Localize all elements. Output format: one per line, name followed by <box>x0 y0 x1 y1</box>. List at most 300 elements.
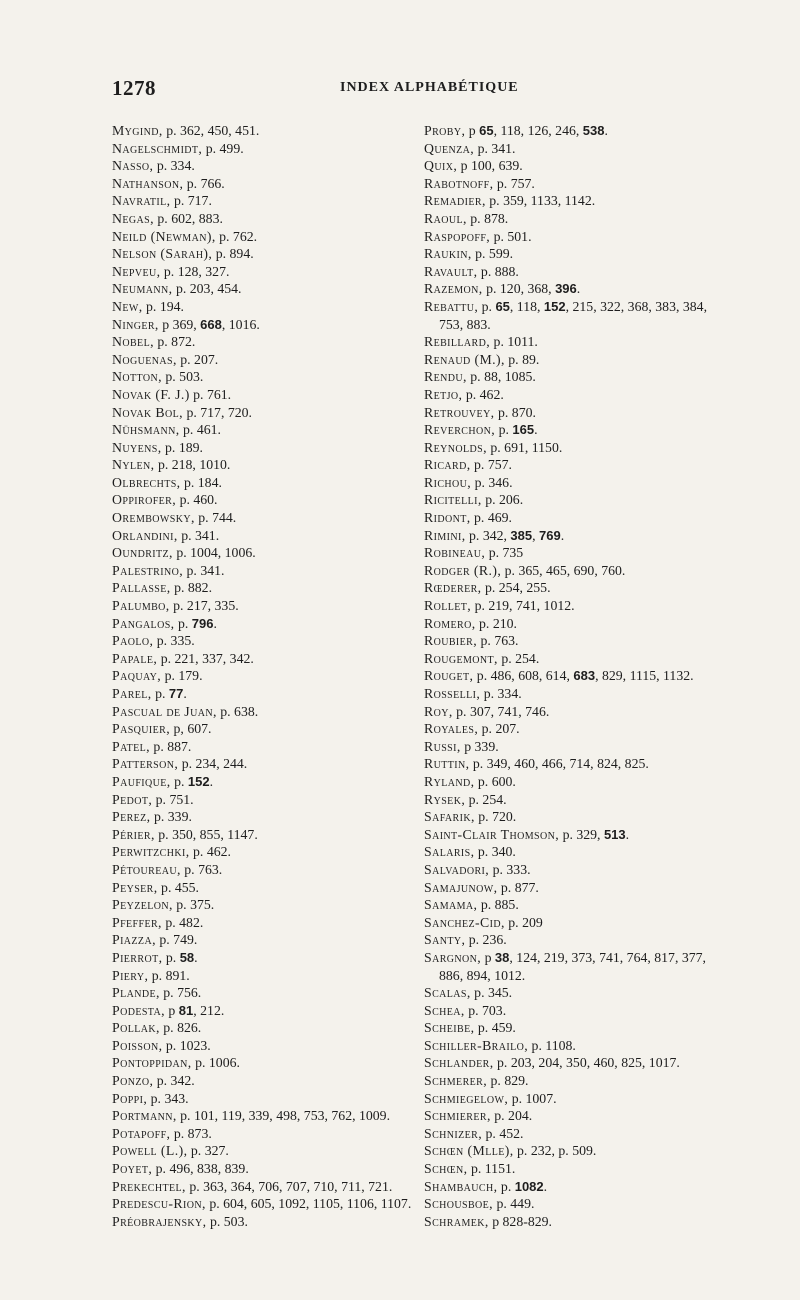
index-entry <box>424 808 724 826</box>
entry-page-refs: p. 482. <box>165 914 204 930</box>
entry-name: Rebattu, <box>424 298 479 314</box>
entry-page-refs: p. 894. <box>215 246 254 262</box>
entry-page-refs: p. 461. <box>183 422 221 438</box>
index-entry <box>424 720 724 738</box>
index-entry <box>112 157 412 175</box>
entry-page-refs: p. 206. <box>485 492 524 508</box>
entry-name: Sanchez-Cid, <box>424 914 505 930</box>
entry-page-refs: p. 761. <box>193 386 232 402</box>
entry-name: Paquay, <box>112 668 162 684</box>
entry-page-refs: p. 189. <box>165 439 203 455</box>
bold-page-ref: 396 <box>555 281 577 297</box>
index-entry <box>424 228 724 246</box>
index-entry <box>424 1107 724 1125</box>
entry-name: Schmiegelow, <box>424 1090 509 1106</box>
index-entry <box>424 632 724 650</box>
entry-name: Sargnon, <box>424 949 482 965</box>
entry-page-refs: p. 77. <box>155 686 187 701</box>
entry-page-refs: p. 341. <box>181 527 220 543</box>
entry-page-refs: p. 341. <box>186 562 225 578</box>
entry-name: Schea, <box>424 1002 465 1018</box>
entry-page-refs: p 100, 639. <box>460 158 523 174</box>
entry-page-refs: p 38, 124, 219, 373, 741, 764, 817, 377, 886, 894, 1012. <box>439 949 706 983</box>
entry-page-refs: p. 203, 204, 350, 460, 825, 1017. <box>497 1055 680 1071</box>
index-entry <box>424 333 724 351</box>
entry-name: Novak Bol, <box>112 404 183 420</box>
index-entry <box>112 755 412 773</box>
entry-page-refs: p. 459. <box>477 1020 516 1036</box>
entry-name: Renaud (M.), <box>424 351 505 367</box>
entry-page-refs: p. 1108. <box>531 1037 576 1053</box>
entry-name: Predescu-Rion, <box>112 1196 206 1212</box>
entry-name: Perez, <box>112 809 151 825</box>
entry-name: Peyser, <box>112 879 158 895</box>
index-entry <box>424 351 724 369</box>
entry-name: Remadier, <box>424 193 486 209</box>
index-entry <box>112 1002 412 1020</box>
entry-name: Nagelschmidt, <box>112 140 203 156</box>
entry-page-refs: p. 882. <box>174 580 213 596</box>
entry-name: Orlandini, <box>112 527 178 543</box>
index-entry <box>112 720 412 738</box>
entry-page-refs: p. 342. <box>156 1073 195 1089</box>
bold-page-ref: 65 <box>495 298 510 314</box>
index-entry <box>112 650 412 668</box>
entry-name: Ninger, <box>112 316 159 332</box>
bold-page-ref: 77 <box>168 686 184 701</box>
entry-name: Poyet, <box>112 1161 153 1177</box>
entry-page-refs: p. 209 <box>508 914 543 930</box>
entry-name: Schlander, <box>424 1055 494 1071</box>
index-entry <box>424 474 724 492</box>
entry-page-refs: p. 218, 1010. <box>157 457 231 473</box>
index-entry <box>112 931 412 949</box>
entry-page-refs: p. 217, 335. <box>173 598 239 614</box>
entry-page-refs: p 828-829. <box>492 1213 552 1229</box>
index-entry <box>112 967 412 985</box>
entry-page-refs: p. 346. <box>474 474 513 490</box>
index-entry <box>424 650 724 668</box>
entry-name: Nathanson, <box>112 175 184 191</box>
index-entry <box>112 280 412 298</box>
bold-page-ref: 683 <box>573 668 596 684</box>
index-entry <box>112 896 412 914</box>
index-entry <box>112 333 412 351</box>
entry-name: Ricitelli, <box>424 492 482 508</box>
entry-name: Oundritz, <box>112 545 173 561</box>
entry-page-refs: p. 65, 118, 152, 215, 322, 368, 383, 384, 753, 883. <box>439 298 708 332</box>
entry-page-refs: p. 234, 244. <box>181 756 248 772</box>
index-entry <box>112 1090 412 1108</box>
entry-page-refs: p. 452. <box>485 1125 524 1141</box>
entry-name: Prekechtel, <box>112 1178 186 1194</box>
entry-name: Rysek, <box>424 791 466 807</box>
entry-name: Notton, <box>112 369 162 385</box>
bold-page-ref: 81 <box>178 1002 194 1018</box>
entry-name: Palestrino, <box>112 562 184 578</box>
index-entry <box>112 175 412 193</box>
entry-page-refs: p. 638. <box>220 703 259 719</box>
entry-page-refs: p. 210. <box>479 615 517 631</box>
entry-name: Rodger (R.), <box>424 562 502 578</box>
entry-name: Schœn (Mlle), <box>424 1143 514 1159</box>
entry-page-refs: p. 204. <box>494 1108 533 1124</box>
entry-page-refs: p. 829. <box>490 1073 529 1089</box>
entry-page-refs: p. 756. <box>163 985 202 1001</box>
index-entry <box>424 1002 724 1020</box>
entry-page-refs: p. 462. <box>193 844 231 860</box>
entry-page-refs: p. 720. <box>478 809 517 825</box>
index-entry <box>112 1178 412 1196</box>
entry-page-refs: p. 1023. <box>165 1037 211 1053</box>
entry-name: Neild (Newman), <box>112 228 216 244</box>
index-entry <box>424 1213 724 1231</box>
entry-page-refs: p. 1011. <box>493 334 538 350</box>
entry-page-refs: p. 891. <box>151 967 190 983</box>
entry-page-refs: p. 735 <box>488 545 524 561</box>
index-entry <box>112 843 412 861</box>
index-entry <box>424 579 724 597</box>
entry-name: Rosselli, <box>424 686 481 701</box>
index-entry <box>112 949 412 967</box>
entry-page-refs: p. 602, 883. <box>157 210 223 226</box>
entry-page-refs: p. 691, 1150. <box>490 439 563 455</box>
entry-page-refs: p. 877. <box>500 879 539 895</box>
entry-name: Poppi, <box>112 1090 148 1106</box>
entry-name: Palumbo, <box>112 598 170 614</box>
index-entry <box>424 791 724 809</box>
index-entry <box>424 527 724 545</box>
entry-page-refs: p. 152. <box>174 773 214 789</box>
index-entry <box>424 1178 724 1196</box>
page-header <box>112 76 712 100</box>
entry-name: Ridont, <box>424 510 471 526</box>
entry-page-refs: p 65, 118, 126, 246, 538. <box>468 123 608 138</box>
entry-name: Oppirofer, <box>112 492 177 508</box>
entry-name: Santy, <box>424 932 466 948</box>
entry-name: Schousboe, <box>424 1196 494 1212</box>
bold-page-ref: 152 <box>187 773 210 789</box>
entry-name: Proby, <box>424 123 466 138</box>
entry-page-refs: p. 335. <box>156 633 195 649</box>
entry-name: Pasquier, <box>112 721 171 737</box>
index-entry <box>424 861 724 879</box>
entry-page-refs: p, 607. <box>173 721 212 737</box>
entry-name: Nuyens, <box>112 439 162 455</box>
entry-name: Schiller-Brailo, <box>424 1037 529 1053</box>
entry-page-refs: p. 179. <box>164 668 203 684</box>
index-entry <box>112 1072 412 1090</box>
index-entry <box>112 879 412 897</box>
index-column-left <box>112 122 412 1230</box>
index-entry <box>112 140 412 158</box>
entry-name: Piery, <box>112 967 149 983</box>
entry-page-refs: p. 207. <box>180 351 219 367</box>
index-entry <box>112 544 412 562</box>
entry-name: Salaris, <box>424 844 475 860</box>
entry-name: Portmann, <box>112 1108 177 1124</box>
entry-page-refs: p. 343. <box>150 1090 189 1106</box>
entry-name: Ricard, <box>424 457 471 473</box>
entry-name: Paufique, <box>112 773 171 789</box>
index-entry <box>112 351 412 369</box>
index-entry <box>424 738 724 756</box>
entry-page-refs: p. 1007. <box>511 1090 557 1106</box>
entry-name: Peyzelon, <box>112 897 173 913</box>
entry-page-refs: p. 503. <box>165 369 204 385</box>
entry-name: Pierrot, <box>112 949 163 965</box>
entry-name: Raukin, <box>424 246 472 262</box>
entry-page-refs: p. 254. <box>501 650 540 666</box>
entry-name: Romero, <box>424 615 476 631</box>
entry-name: Nylen, <box>112 457 155 473</box>
entry-page-refs: p. 763. <box>480 633 519 649</box>
entry-page-refs: p. 496, 838, 839. <box>155 1161 249 1177</box>
entry-name: Quix, <box>424 158 458 174</box>
index-entry <box>112 298 412 316</box>
index-entry <box>424 245 724 263</box>
bold-page-ref: 1082 <box>514 1178 544 1194</box>
entry-page-refs: p. 878. <box>470 210 509 226</box>
entry-name: Russi, <box>424 738 461 754</box>
entry-page-refs: p. 89. <box>508 351 540 367</box>
entry-name: Paolo, <box>112 633 154 649</box>
index-entry <box>112 439 412 457</box>
entry-page-refs: p. 120, 368, 396. <box>486 281 581 297</box>
entry-name: Retjo, <box>424 386 463 402</box>
index-entry <box>424 122 724 140</box>
entry-page-refs: p. 194. <box>146 298 184 314</box>
entry-page-refs: p. 703. <box>468 1002 507 1018</box>
index-entry <box>424 597 724 615</box>
entry-page-refs: p. 717. <box>173 193 212 209</box>
entry-page-refs: p. 184. <box>183 474 222 490</box>
entry-page-refs: p. 870. <box>498 404 536 420</box>
entry-page-refs: p. 365, 465, 690, 760. <box>504 562 626 578</box>
entry-page-refs: p. 604, 605, 1092, 1105, 1106, 1107. <box>209 1196 412 1212</box>
entry-page-refs: p. 375. <box>176 897 215 913</box>
bold-page-ref: 769 <box>539 527 561 543</box>
index-entry <box>424 439 724 457</box>
entry-name: Pangalos, <box>112 615 175 631</box>
index-entry <box>112 562 412 580</box>
entry-page-refs: p. 58. <box>165 949 198 965</box>
index-entry <box>112 192 412 210</box>
entry-page-refs: p 339. <box>464 738 499 754</box>
index-entry <box>424 491 724 509</box>
entry-name: Rendu, <box>424 369 467 385</box>
index-entry <box>112 404 412 422</box>
entry-name: Préobrajensky, <box>112 1213 207 1229</box>
index-entry <box>424 509 724 527</box>
index-entry <box>424 879 724 897</box>
entry-page-refs: p. 763. <box>184 861 223 877</box>
index-entry <box>112 1054 412 1072</box>
entry-page-refs: p. 762. <box>219 228 258 244</box>
entry-page-refs: p. 872. <box>157 334 196 350</box>
index-entry <box>112 773 412 791</box>
running-title: INDEX ALPHABÉTIQUE <box>340 80 519 95</box>
entry-name: Rœderer, <box>424 580 482 596</box>
entry-name: Rabotnoff, <box>424 175 494 191</box>
entry-name: Ponzo, <box>112 1073 154 1089</box>
entry-name: Richou, <box>424 474 472 490</box>
entry-page-refs: p. 460. <box>179 492 218 508</box>
entry-name: Schmerer, <box>424 1073 488 1089</box>
index-entry <box>112 984 412 1002</box>
entry-name: Quenza, <box>424 140 475 156</box>
entry-name: Rimini, <box>424 527 466 543</box>
entry-page-refs: p. 462. <box>465 386 504 402</box>
entry-page-refs: p. 341. <box>477 140 516 156</box>
entry-page-refs: p. 766. <box>186 175 225 191</box>
index-entry <box>112 1019 412 1037</box>
entry-name: Patel, <box>112 738 150 754</box>
entry-page-refs: p. 1151. <box>470 1161 516 1177</box>
entry-name: Olbrechts, <box>112 474 181 490</box>
entry-page-refs: p 369, 668, 1016. <box>162 316 260 332</box>
index-entry <box>424 386 724 404</box>
index-entry <box>112 245 412 263</box>
index-entry <box>424 562 724 580</box>
entry-name: Pascual de Juan, <box>112 703 217 719</box>
entry-name: Navratil, <box>112 193 171 209</box>
entry-page-refs: p. 334. <box>483 686 522 701</box>
entry-name: Saint-Clair Thomson, <box>424 826 560 842</box>
index-entry <box>424 1195 724 1213</box>
entry-page-refs: p. 254. <box>468 791 507 807</box>
entry-page-refs: p. 1082. <box>500 1178 548 1194</box>
entry-name: Nelson (Sarah), <box>112 246 213 262</box>
entry-name: Royales, <box>424 721 479 737</box>
entry-page-refs: p. 486, 608, 614, 683, 829, 1115, 1132. <box>476 668 694 684</box>
index-entry <box>112 1142 412 1160</box>
index-entry <box>424 368 724 386</box>
index-entry <box>424 896 724 914</box>
entry-page-refs: p. 345. <box>474 985 513 1001</box>
entry-name: Powell (L.), <box>112 1143 188 1159</box>
entry-page-refs: p. 449. <box>496 1196 535 1212</box>
entry-page-refs: p. 207. <box>481 721 520 737</box>
entry-page-refs: p. 1006. <box>195 1055 240 1071</box>
entry-name: Rougemont, <box>424 650 498 666</box>
index-entry <box>112 808 412 826</box>
entry-name: Schramek, <box>424 1213 489 1229</box>
entry-name: Piazza, <box>112 932 156 948</box>
entry-name: Ryland, <box>424 773 475 789</box>
index-entry <box>424 1054 724 1072</box>
entry-name: New, <box>112 298 143 314</box>
entry-name: Samajunow, <box>424 879 498 895</box>
index-entry <box>112 667 412 685</box>
entry-page-refs: p. 796. <box>177 615 217 631</box>
bold-page-ref: 513 <box>603 826 626 842</box>
entry-page-refs: p. 329, 513. <box>562 826 630 842</box>
index-entry <box>424 404 724 422</box>
entry-page-refs: p. 873. <box>173 1125 212 1141</box>
entry-page-refs: p. 757. <box>496 175 535 191</box>
entry-page-refs: p. 1004, 1006. <box>176 545 256 561</box>
entry-name: Ruttin, <box>424 756 470 772</box>
index-column-right <box>424 122 724 1230</box>
index-entry <box>112 1037 412 1055</box>
entry-name: Reynolds, <box>424 439 487 455</box>
entry-name: Périer, <box>112 826 155 842</box>
index-entry <box>424 1037 724 1055</box>
entry-name: Robineau, <box>424 545 486 561</box>
entry-name: Nasso, <box>112 158 154 174</box>
index-entry <box>424 263 724 281</box>
entry-name: Retrouvey, <box>424 404 495 420</box>
index-entry <box>112 421 412 439</box>
entry-name: Plande, <box>112 985 160 1001</box>
index-entry <box>424 984 724 1002</box>
entry-page-refs: p. 349, 460, 466, 714, 824, 825. <box>472 756 649 772</box>
entry-name: Parel, <box>112 686 152 701</box>
index-entry <box>112 368 412 386</box>
index-entry <box>112 703 412 721</box>
index-entry <box>424 773 724 791</box>
entry-name: Schmierer, <box>424 1108 491 1124</box>
index-entry <box>424 280 724 298</box>
entry-name: Potapoff, <box>112 1125 171 1141</box>
index-entry <box>424 826 724 844</box>
entry-page-refs: p. 340. <box>477 844 516 860</box>
index-entry <box>112 263 412 281</box>
entry-name: Perwitzchki, <box>112 844 190 860</box>
entry-name: Scalas, <box>424 985 471 1001</box>
entry-page-refs: p. 334. <box>156 158 195 174</box>
entry-name: Razemon, <box>424 281 483 297</box>
entry-name: Schnizer, <box>424 1125 483 1141</box>
entry-page-refs: p. 88, 1085. <box>470 369 536 385</box>
entry-name: Pedot, <box>112 791 153 807</box>
entry-name: Patterson, <box>112 756 179 772</box>
index-entry <box>112 738 412 756</box>
index-entry <box>424 1072 724 1090</box>
index-entry <box>112 861 412 879</box>
entry-name: Safarik, <box>424 809 475 825</box>
index-entry <box>112 632 412 650</box>
bold-page-ref: 538 <box>582 123 605 138</box>
index-entry <box>112 615 412 633</box>
index-entry <box>424 192 724 210</box>
entry-name: Samama, <box>424 897 478 913</box>
index-entry <box>424 615 724 633</box>
entry-name: Rouget, <box>424 668 474 684</box>
index-entry <box>112 579 412 597</box>
bold-page-ref: 152 <box>543 298 566 314</box>
index-entry <box>112 1125 412 1143</box>
entry-page-refs: p 81, 212. <box>168 1002 225 1018</box>
entry-name: Pétoureau, <box>112 861 181 877</box>
entry-page-refs: p. 600. <box>477 773 516 789</box>
entry-name: Nühsmann, <box>112 422 180 438</box>
entry-page-refs: p. 359, 1133, 1142. <box>489 193 596 209</box>
entry-page-refs: p. 221, 337, 342. <box>160 650 254 666</box>
entry-page-refs: p. 307, 741, 746. <box>456 703 550 719</box>
bold-page-ref: 385 <box>510 527 533 543</box>
index-entry <box>424 1090 724 1108</box>
entry-name: Novak (F. J.) <box>112 386 190 402</box>
entry-name: Rollet, <box>424 598 472 614</box>
entry-name: Roubier, <box>424 633 478 649</box>
index-entry <box>424 1160 724 1178</box>
index-entry <box>112 685 412 703</box>
index-entry <box>424 1125 724 1143</box>
entry-page-refs: p. 499. <box>205 140 244 156</box>
entry-page-refs: p. 219, 741, 1012. <box>474 598 575 614</box>
